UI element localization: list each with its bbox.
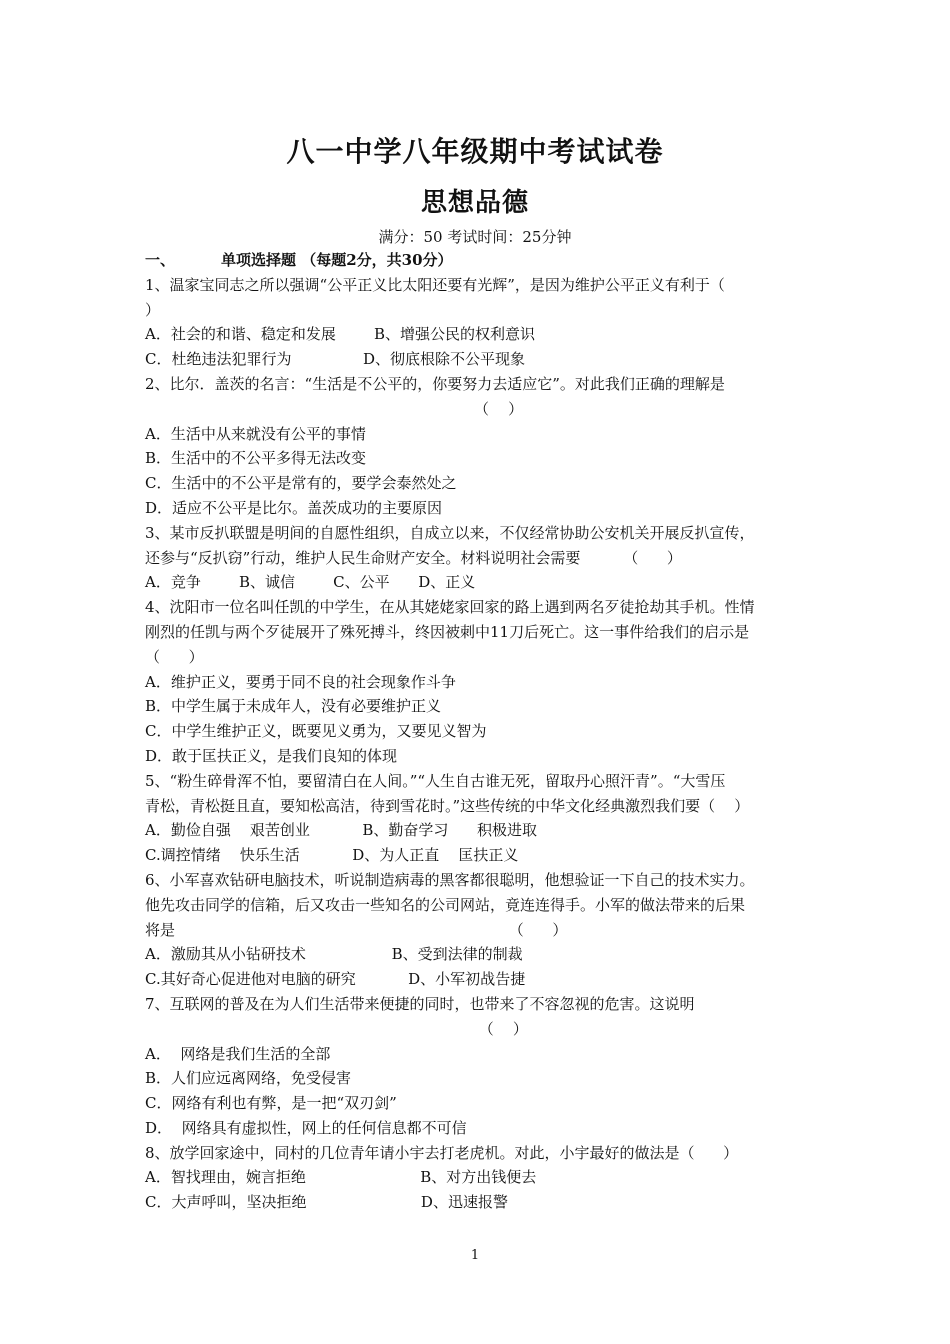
exam-meta: 满分：50 考试时间：25分钟: [378, 228, 572, 246]
text-line: B．中学生属于未成年人，没有必要维护正义: [145, 697, 442, 716]
text-line: C．大声呼叫，坚决拒绝 D、迅速报警: [145, 1193, 508, 1212]
text-line: C．中学生维护正义，既要见义勇为，又要见义智为: [145, 722, 487, 741]
text-line: A．社会的和谐、稳定和发展 B、增强公民的权利意识: [145, 325, 536, 344]
page-number: 1: [470, 1248, 480, 1263]
text-line: （ ）: [145, 399, 524, 418]
text-line: ）: [145, 300, 161, 319]
text-line: （ ）: [145, 1019, 528, 1038]
text-line: 他先攻击同学的信箱，后又攻击一些知名的公司网站，竟连连得手。小军的做法带来的后果: [145, 895, 746, 914]
text-line: C．杜绝违法犯罪行为 D、彻底根除不公平现象: [145, 350, 526, 369]
text-line: 3、某市反扒联盟是明间的自愿性组织，自成立以来，不仅经常协助公安机关开展反扒宣传，: [145, 523, 755, 542]
exam-content: [145, 248, 810, 1215]
section-heading: [145, 248, 810, 273]
text-line: C．生活中的不公平是常有的，要学会泰然处之: [145, 474, 457, 493]
text-line: 5、“粉生碎骨浑不怕，要留清白在人间。”“人生自古谁无死，留取丹心照汗青”。“大雪压: [145, 771, 726, 790]
text-line: A．勤俭自强 艰苦创业 B、勤奋学习 积极进取: [145, 821, 537, 840]
text-line: A．激励其从小钻研技术 B、受到法律的制裁: [145, 945, 523, 964]
exam-title: 八一中学八年级期中考试试卷: [286, 135, 664, 168]
text-line: 刚烈的任凯与两个歹徒展开了殊死搏斗，终因被刺中11刀后死亡。这一事件给我们的启示是: [145, 622, 750, 641]
question-lines: [145, 273, 810, 1215]
text-line: C.其好奇心促进他对电脑的研究 D、小军初战告捷: [145, 970, 526, 989]
text-line: 6、小军喜欢钻研电脑技术，听说制造病毒的黑客都很聪明，他想验证一下自己的技术实力。: [145, 870, 755, 889]
text-line: 青松，青松挺且直，要知松高洁，待到雪花时。”这些传统的中华文化经典激烈我们要（ ）: [145, 796, 750, 815]
text-line: A．生活中从来就没有公平的事情: [145, 424, 366, 443]
text-line: A． 网络是我们生活的全部: [145, 1044, 331, 1063]
text-line: 2、比尔．盖茨的名言：“生活是不公平的，你要努力去适应它”。对此我们正确的理解是: [145, 374, 725, 393]
text-line: C．网络有利也有弊，是一把“双刃剑”: [145, 1094, 397, 1113]
text-line: D．适应不公平是比尔。盖茨成功的主要原因: [145, 498, 443, 517]
text-line: B．人们应远离网络，免受侵害: [145, 1069, 352, 1088]
text-line: A．竞争 B、诚信 C、公平 D、正义: [145, 573, 476, 592]
subject-title: 思想品德: [420, 188, 529, 218]
text-line: B．生活中的不公平多得无法改变: [145, 449, 367, 468]
text-line: C.调控情绪 快乐生活 D、为人正直 匡扶正义: [145, 846, 519, 865]
text-line: 1、温家宝同志之所以强调“公平正义比太阳还要有光辉”，是因为维护公平正义有利于（: [145, 275, 725, 294]
section-number: 一、: [145, 251, 176, 269]
section-label: 单项选择题 （每题2分，共30分）: [221, 251, 453, 269]
text-line: D．敢于匡扶正义，是我们良知的体现: [145, 746, 398, 765]
text-line: A．智找理由，婉言拒绝 B、对方出钱便去: [145, 1168, 537, 1187]
text-line: 还参与“反扒窃”行动，维护人民生命财产安全。材料说明社会需要 （ ）: [145, 548, 682, 567]
text-line: 4、沈阳市一位名叫任凯的中学生，在从其姥姥家回家的路上遇到两名歹徒抢劫其手机。性情: [145, 598, 755, 617]
text-line: 将是 （ ）: [145, 920, 568, 939]
text-line: A．维护正义，要勇于同不良的社会现象作斗争: [145, 672, 456, 691]
text-line: （ ）: [145, 647, 204, 666]
text-line: 7、互联网的普及在为人们生活带来便捷的同时，也带来了不容忽视的危害。这说明: [145, 994, 695, 1013]
text-line: 8、放学回家途中，同村的几位青年请小宇去打老虎机。对此，小宇最好的做法是（ ）: [145, 1143, 739, 1162]
text-line: D． 网络具有虚拟性，网上的任何信息都不可信: [145, 1118, 467, 1137]
